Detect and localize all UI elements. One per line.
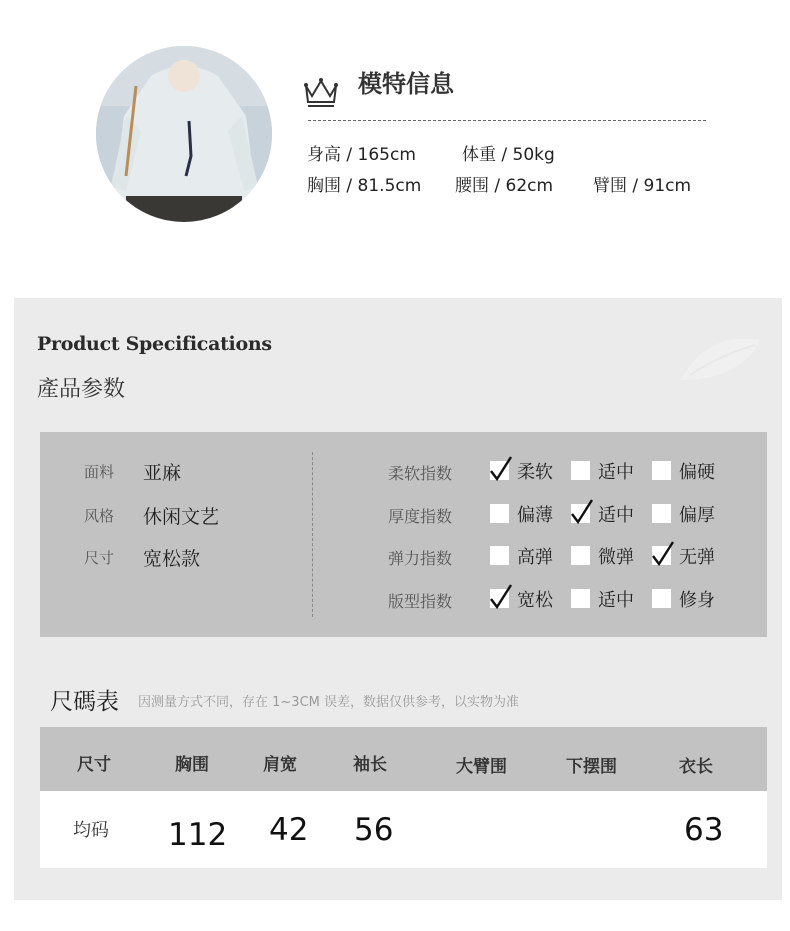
index-option-label: 偏薄 (517, 505, 553, 526)
leaf-decoration-icon (660, 320, 770, 400)
checkbox (652, 589, 671, 608)
checkbox (571, 461, 590, 480)
model-weight: 体重 / 50kg (462, 145, 555, 165)
index-label: 厚度指数 (388, 507, 453, 526)
checkbox (652, 504, 671, 523)
index-option-label: 微弹 (598, 547, 634, 568)
table-header-cell: 胸围 (175, 755, 209, 775)
checkbox (652, 461, 671, 480)
checkbox-checked (490, 589, 509, 608)
model-info-title: 模特信息 (358, 70, 454, 98)
index-option-label: 无弹 (679, 547, 715, 568)
attr-value: 宽松款 (143, 548, 201, 570)
index-label: 柔软指数 (388, 464, 453, 483)
table-header-cell: 肩宽 (263, 755, 297, 775)
size-table-title: 尺碼表 (50, 689, 119, 715)
index-option-label: 适中 (598, 505, 634, 526)
index-option-label: 偏厚 (679, 505, 715, 526)
index-option-label: 柔软 (517, 462, 553, 483)
attr-value: 亚麻 (143, 462, 182, 484)
table-header-cell: 下摆围 (566, 757, 617, 777)
table-cell: 56 (354, 812, 394, 848)
checkbox (571, 589, 590, 608)
attr-value: 休闲文艺 (143, 506, 220, 528)
table-header-cell: 衣长 (679, 757, 713, 777)
attr-label: 面料 (84, 463, 115, 481)
spec-title-cn: 產品参数 (37, 377, 126, 402)
model-height: 身高 / 165cm (307, 145, 416, 165)
table-header-cell: 袖长 (353, 755, 387, 775)
size-table-note: 因测量方式不同，存在 1~3CM 误差，数据仅供参考，以实物为准 (138, 695, 519, 710)
table-cell-size: 均码 (73, 820, 109, 841)
table-cell: 42 (269, 812, 309, 848)
model-arm: 臂围 / 91cm (593, 176, 692, 196)
checkbox-checked (652, 546, 671, 565)
table-header-cell: 尺寸 (77, 755, 111, 775)
checkbox (571, 546, 590, 565)
checkbox (490, 504, 509, 523)
table-cell: 112 (168, 817, 228, 853)
index-option-label: 偏硬 (679, 462, 715, 483)
index-option-label: 宽松 (517, 590, 553, 611)
checkbox-checked (490, 461, 509, 480)
divider (308, 120, 706, 121)
size-table-row (40, 791, 767, 868)
index-option-label: 适中 (598, 462, 634, 483)
index-option-label: 修身 (679, 590, 715, 611)
crown-icon (303, 76, 339, 108)
spec-title-en: Product Specifications (37, 333, 272, 355)
model-waist: 腰围 / 62cm (455, 176, 554, 196)
table-header-cell: 大臂围 (456, 757, 507, 777)
table-cell: 63 (684, 812, 724, 848)
index-label: 版型指数 (388, 592, 453, 611)
attr-label: 尺寸 (84, 549, 115, 567)
size-table-header (40, 727, 767, 791)
checkbox-checked (571, 504, 590, 523)
index-option-label: 适中 (598, 590, 634, 611)
spec-divider (312, 452, 313, 617)
index-label: 弹力指数 (388, 549, 453, 568)
index-option-label: 高弹 (517, 547, 553, 568)
model-photo (96, 46, 272, 222)
checkbox (490, 546, 509, 565)
attr-label: 风格 (84, 507, 115, 525)
model-bust: 胸围 / 81.5cm (307, 176, 422, 196)
